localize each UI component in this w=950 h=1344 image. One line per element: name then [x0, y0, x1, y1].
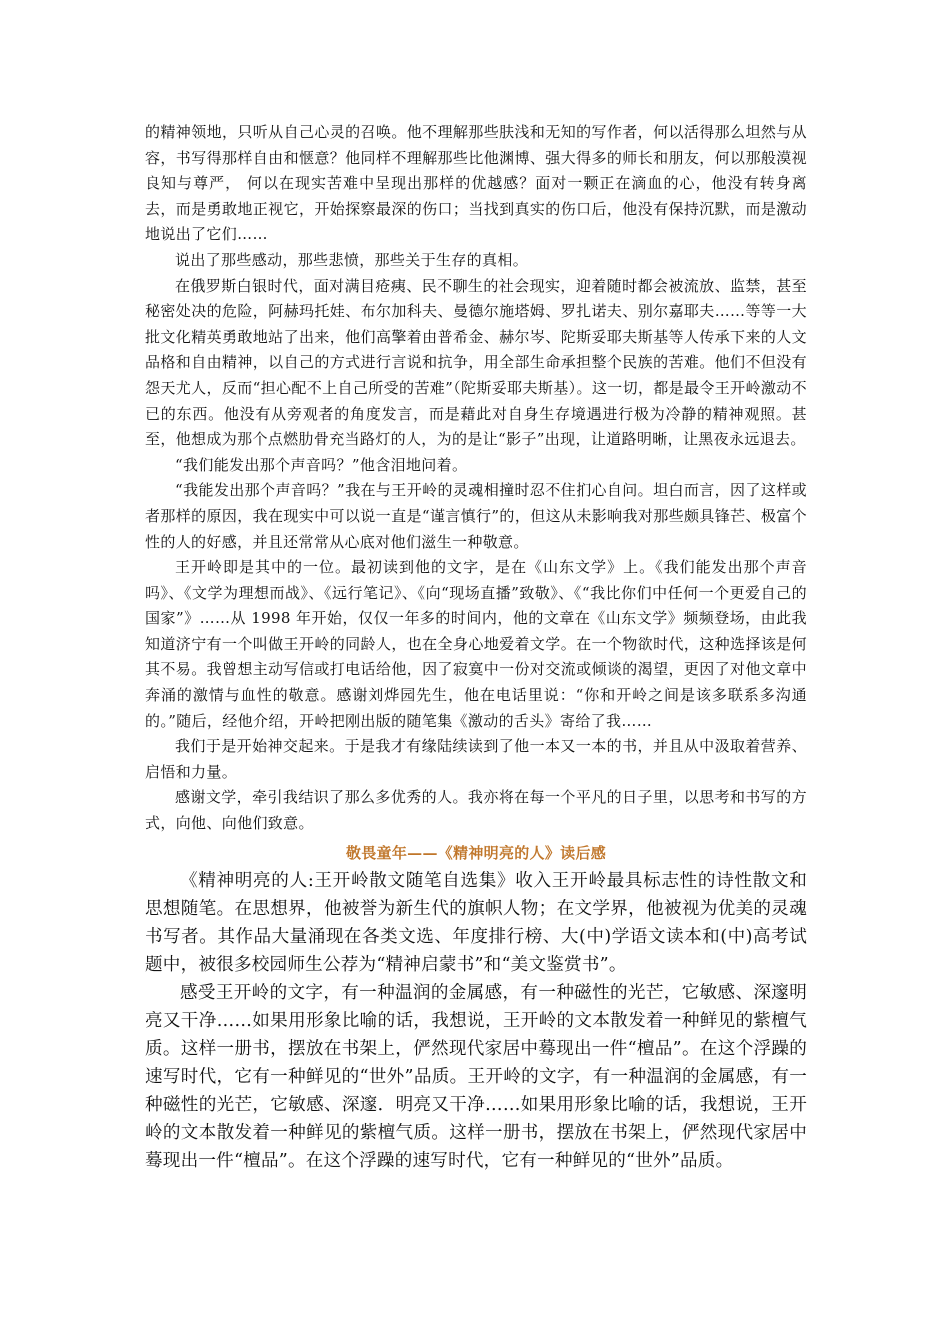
paragraph: 在俄罗斯白银时代，面对满目疮痍、民不聊生的社会现实，迎着随时都会被流放、监禁，甚至秘密处决的危险，阿赫玛托娃、布尔加科夫、曼德尔施塔姆、罗扎诺夫、别尔嘉耶夫……等等一大批文化精英勇敢地站了出来，他们高擎着由普希金、赫尔岑、陀斯妥耶夫斯基等人传承下来的人文品格和自由精神，以自己的方式进行言说和抗争，用全部生命承担整个民族的苦难。他们不但没有怨天尤人，反而“担心配不上自己所受的苦难”（陀斯妥耶夫斯基）。这一切，都是最令王开岭激动不已的东西。他没有从旁观者的角度发言，而是藉此对自身生存境遇进行极为冷静的精神观照。甚至，他想成为那个点燃肋骨充当路灯的人，为的是让“影子”出现，让道路明晰，让黑夜永远退去。	[145, 276, 807, 449]
paragraph: 感谢文学，牵引我结识了那么多优秀的人。我亦将在每一个平凡的日子里，以思考和书写的方式，向他、向他们致意。	[145, 788, 807, 833]
article-title: 敬畏童年——《精神明亮的人》读后感	[345, 843, 607, 862]
paragraph: “我能发出那个声音吗？”我在与王开岭的灵魂相撞时忍不住扪心自问。坦白而言，因了这样或者那样的原因，我在现实中可以说一直是“谨言慎行”的，但这从未影响我对那些颇具锋芒、极富个性的人的好感，并且还常常从心底对他们滋生一种敬意。	[145, 481, 807, 551]
paragraph: 的精神领地，只听从自己心灵的召唤。他不理解那些肤浅和无知的写作者，何以活得那么坦然与从容，书写得那样自由和惬意？他同样不理解那些比他渊博、强大得多的师长和朋友，何以那般漠视良知与尊严， 何以在现实苦难中呈现出那样的优越感？面对一颗正在滴血的心，他没有转身离去，而是勇敢地正视它，开始探察最深的伤口；当找到真实的伤口后，他没有保持沉默，而是激动地说出了它们……	[145, 123, 807, 244]
article-1	[145, 120, 807, 837]
paragraph: 说出了那些感动，那些悲愤，那些关于生存的真相。	[175, 250, 529, 269]
paragraph: 我们于是开始神交起来。于是我才有缘陆续读到了他一本又一本的书，并且从中汲取着营养、启悟和力量。	[145, 737, 807, 781]
document-page	[145, 120, 807, 1175]
paragraph: 王开岭即是其中的一位。最初读到他的文字，是在《山东文学》上。《我们能发出那个声音吗》、《文学为理想而战》、《远行笔记》、《向“现场直播”致敬》、《“我比你们中任何一个更爱自己的国家”》……从 1998 年开始，仅仅一年多的时间内，他的文章在《山东文学》频频登场，由此我知道济宁有一个叫做王开岭的同龄人，也在全身心地爱着文学。在一个物欲时代，这种选择该是何其不易。我曾想主动写信或打电话给他，因了寂寞中一份对交流或倾谈的渴望，更因了对他文章中奔涌的激情与血性的敬意。感谢刘烨园先生，他在电话里说：“你和开岭之间是该多联系多沟通的。”随后，经他介绍，开岭把刚出版的随笔集《激动的舌头》寄给了我……	[145, 558, 807, 730]
paragraph: “我们能发出那个声音吗？”他含泪地问着。	[175, 455, 468, 474]
article-2	[145, 841, 807, 1175]
paragraph: 感受王开岭的文字，有一种温润的金属感，有一种磁性的光芒，它敏感、深邃明亮又干净……如果用形象比喻的话，我想说，王开岭的文本散发着一种鲜见的紫檀气质。这样一册书，摆放在书架上，俨然现代家居中蓦现出一件“檀品”。在这个浮躁的速写时代，它有一种鲜见的“世外”品质。王开岭的文字，有一种温润的金属感，有一种磁性的光芒，它敏感、深邃．明亮又干净……如果用形象比喻的话，我想说，王开岭的文本散发着一种鲜见的紫檀气质。这样一册书，摆放在书架上，俨然现代家居中蓦现出一件“檀品”。在这个浮躁的速写时代，它有一种鲜见的“世外”品质。	[145, 982, 807, 1171]
paragraph: 《精神明亮的人:王开岭散文随笔自选集》收入王开岭最具标志性的诗性散文和思想随笔。在思想界，他被誉为新生代的旗帜人物；在文学界，他被视为优美的灵魂书写者。其作品大量涌现在各类文选、年度排行榜、大(中)学语文读本和(中)高考试题中，被很多校园师生公荐为“精神启蒙书”和“美文鉴赏书”。	[145, 870, 807, 975]
